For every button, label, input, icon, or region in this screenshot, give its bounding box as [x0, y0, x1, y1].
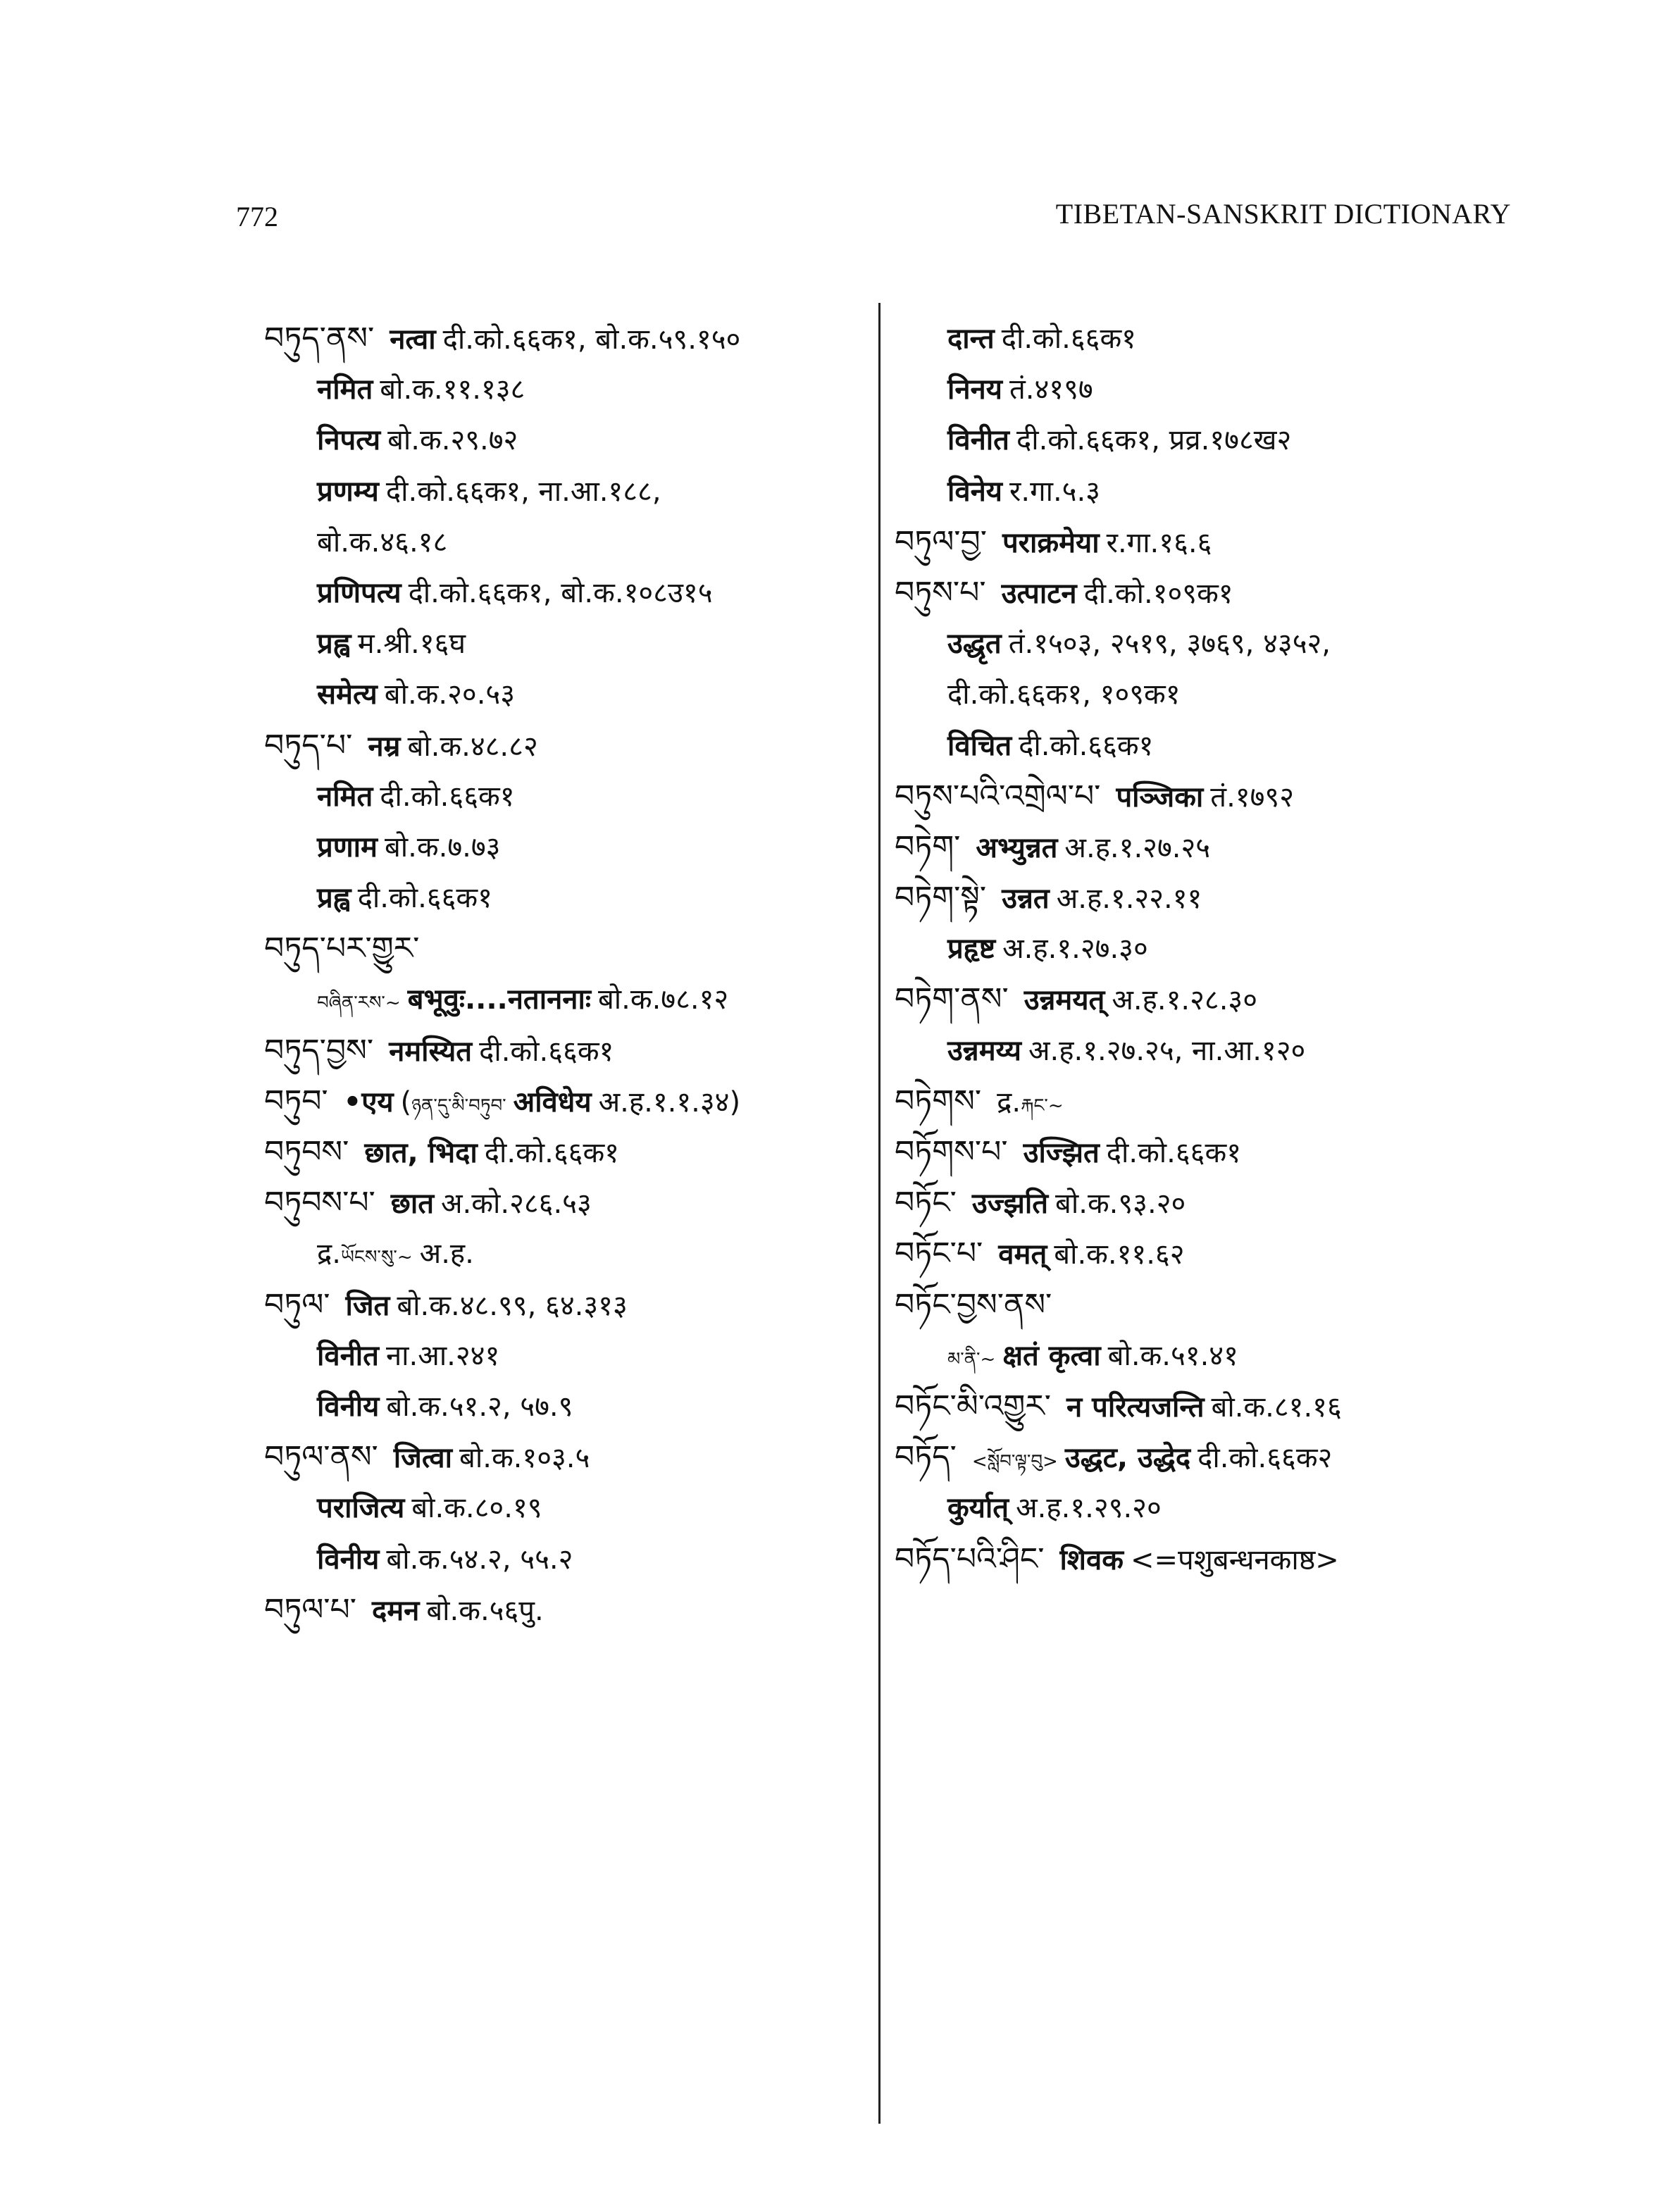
source-reference: बो.क.२०.५३: [384, 678, 516, 711]
sanskrit-equivalent: नमित: [317, 780, 373, 813]
source-reference: बो.क.७.७३: [384, 830, 501, 864]
source-reference: दी.को.६६क१, बो.क.५९.१५०: [442, 323, 741, 356]
sub-entry-line: [264, 1228, 863, 1279]
sub-entry-line: [895, 466, 1529, 517]
tibetan-headword: བཏེག་ནས་: [895, 981, 1009, 1018]
tibetan-headword: བཏུས་པའི་འགྲེལ་པ་: [895, 778, 1101, 814]
tibetan-headword: བཏུད་བྱས་: [264, 1032, 374, 1069]
source-reference: बो.क.७८.१२: [597, 983, 729, 1016]
headword-entry-line: [264, 1127, 863, 1178]
source-reference: <=पशुबन्धनकाष्ठ>: [1130, 1543, 1339, 1576]
source-reference: अ.ह.: [419, 1238, 474, 1271]
source-reference: म.श्री.१६घ: [357, 628, 466, 661]
tibetan-headword: བཏེགས་: [895, 1083, 982, 1119]
headword-entry-line: [895, 1432, 1529, 1483]
source-reference: दी.को.६६क१, ना.आ.१८८,: [385, 475, 661, 508]
sub-entry-line: [264, 364, 863, 415]
source-reference: दी.को.६६क१: [380, 780, 515, 813]
sanskrit-equivalent: दमन: [371, 1594, 420, 1627]
sanskrit-equivalent: विनेय: [947, 475, 1002, 508]
sanskrit-equivalent: उन्नमयत्: [1023, 984, 1105, 1017]
sanskrit-equivalent: शिवक: [1059, 1543, 1124, 1576]
sanskrit-equivalent: छात, भिदा: [364, 1137, 478, 1169]
sanskrit-equivalent: वमत्: [998, 1238, 1047, 1271]
tibetan-headword: བཏུལ་: [264, 1286, 330, 1323]
sub-entry-line: [895, 1026, 1529, 1076]
headword-entry-line: [264, 1178, 863, 1228]
source-reference: अ.ह.१.२७.३०: [1002, 933, 1148, 966]
sanskrit-equivalent: अविधेय: [513, 1085, 592, 1119]
sanskrit-equivalent: नमित: [317, 373, 373, 406]
headword-entry-line: [264, 313, 863, 364]
source-reference: बो.क.५१.२, ५७.९: [386, 1390, 573, 1423]
source-reference: तं.१७९२: [1210, 780, 1294, 814]
sanskrit-equivalent: पञ्जिका: [1116, 780, 1204, 814]
sub-entry-line: [264, 415, 863, 466]
source-reference: अ.को.२८६.५३: [441, 1188, 592, 1221]
sub-entry-line: [895, 364, 1529, 415]
tibetan-headword: བཏུལ་བྱ་: [895, 523, 987, 560]
left-column: [264, 313, 863, 1636]
source-reference: दी.को.६६क१, प्रव्र.१७८ख२: [1016, 424, 1292, 457]
sanskrit-equivalent: न परित्यजन्ति: [1066, 1390, 1205, 1424]
source-reference: द्र.: [317, 1238, 341, 1271]
sanskrit-equivalent: उद्धृत: [947, 628, 1002, 661]
column-divider: [878, 303, 881, 2124]
sanskrit-equivalent: क्षतं कृत्वा: [1002, 1339, 1101, 1372]
sanskrit-equivalent: उज्झित: [1023, 1137, 1100, 1169]
sanskrit-equivalent: प्रहृष्ट: [947, 933, 996, 966]
sanskrit-equivalent: निनय: [947, 373, 1002, 406]
sub-entry-line: [264, 1381, 863, 1432]
sanskrit-equivalent: विचित: [947, 729, 1012, 762]
source-reference: अ.ह.१.२८.३०: [1112, 984, 1258, 1017]
source-reference: अ.ह.१.२२.११: [1056, 883, 1202, 916]
tibetan-note: ཉན་དུ་མི་བཏུབ་: [411, 1095, 506, 1116]
source-reference: बो.क.११.१३८: [380, 373, 525, 406]
source-reference: र.गा.५.३: [1009, 475, 1100, 508]
right-column: [895, 313, 1529, 1585]
sub-entry-line: [264, 974, 863, 1025]
sanskrit-equivalent: अभ्युन्नत: [976, 831, 1058, 864]
sanskrit-equivalent: उन्नमय्य: [947, 1034, 1021, 1067]
headword-entry-line: [895, 568, 1529, 618]
sanskrit-equivalent: प्रणम्य: [317, 475, 379, 508]
sub-entry-line: [264, 1483, 863, 1533]
headword-entry-line: [895, 1534, 1529, 1585]
source-reference: द्र.: [997, 1085, 1021, 1119]
sub-entry-line: [264, 568, 863, 618]
tibetan-headword: བཏུབས་པ་: [264, 1185, 375, 1221]
sanskrit-equivalent: विनीय: [317, 1543, 380, 1576]
source-reference: बो.क.११.६२: [1054, 1238, 1185, 1271]
headword-entry-line: [895, 1127, 1529, 1178]
source-reference: बो.क.१०३.५: [459, 1442, 590, 1475]
sanskrit-equivalent: कुर्यात्: [947, 1492, 1009, 1525]
sanskrit-equivalent: पराजित्य: [317, 1492, 405, 1525]
source-reference: दी.को.६६क१: [1019, 729, 1154, 762]
source-reference: बो.क.५१.४१: [1107, 1339, 1238, 1372]
headword-entry-line: [895, 1280, 1529, 1331]
sanskrit-equivalent: प्रह्व: [317, 628, 351, 661]
headword-entry-line: [895, 1228, 1529, 1279]
headword-entry-line: [264, 1280, 863, 1331]
sanskrit-equivalent: नमस्यित: [389, 1035, 473, 1068]
source-reference: दी.को.६६क१, १०९क१: [947, 678, 1181, 711]
source-reference: दी.को.६६क१: [1001, 323, 1136, 355]
source-reference: बो.क.५६पु.: [426, 1594, 544, 1627]
tibetan-headword: བཏོགས་པ་: [895, 1134, 1008, 1170]
headword-entry-line: [264, 721, 863, 771]
tibetan-headword: བཏོང་བྱས་ནས་: [895, 1286, 1052, 1323]
source-reference: दी.को.६६क१: [479, 1035, 614, 1068]
source-reference: ना.आ.२४१: [385, 1339, 500, 1372]
sub-entry-line: [264, 618, 863, 669]
sanskrit-equivalent: विनीय: [317, 1390, 380, 1423]
source-reference: बो.क.९३.२०: [1055, 1188, 1186, 1221]
tibetan-headword: བཏུབ་: [264, 1083, 328, 1119]
sanskrit-equivalent: प्रणिपत्य: [317, 576, 402, 609]
source-reference: तं.४१९७: [1009, 373, 1093, 406]
sub-entry-line: [895, 618, 1529, 669]
tibetan-phrase: མ་ནི་~: [947, 1348, 996, 1370]
source-reference: दी.को.६६क१, बो.क.१०८उ१५: [408, 576, 713, 609]
sub-entry-line: [895, 313, 1529, 364]
sub-entry-line: [264, 822, 863, 873]
source-reference: तं.१५०३, २५१९, ३७६९, ४३५२,: [1008, 628, 1331, 661]
sanskrit-equivalent: नत्वा: [390, 323, 436, 356]
source-reference: र.गा.१६.६: [1106, 526, 1212, 559]
source-reference: अ.ह.१.२७.२५: [1064, 831, 1211, 864]
tibetan-headword: བཏུལ་ནས་: [264, 1439, 378, 1476]
tibetan-headword: བཏེག་སྟེ་: [895, 880, 987, 916]
headword-entry-line: [264, 1432, 863, 1483]
headword-entry-line: [895, 517, 1529, 568]
sub-entry-line: [264, 517, 863, 568]
sub-entry-line: [264, 1534, 863, 1585]
sanskrit-equivalent: निपत्य: [317, 424, 381, 457]
sanskrit-equivalent: उज्झति: [971, 1188, 1049, 1221]
sub-entry-line: [895, 415, 1529, 466]
headword-entry-line: [895, 1178, 1529, 1228]
tibetan-headword: བཏེག་: [895, 828, 961, 865]
sanskrit-equivalent: प्रह्व: [317, 882, 351, 915]
headword-entry-line: [895, 873, 1529, 923]
sub-entry-line: [895, 721, 1529, 771]
sub-entry-line: [264, 466, 863, 517]
sanskrit-equivalent: जित: [345, 1289, 390, 1322]
tibetan-note: རྐང་~: [1021, 1095, 1064, 1116]
headword-entry-line: [895, 1076, 1529, 1127]
tibetan-headword: བཏུབས་: [264, 1134, 349, 1170]
sub-entry-line: [895, 923, 1529, 974]
tibetan-phrase: བཞིན་རས་~: [317, 992, 401, 1014]
tibetan-headword: བཏོད་: [895, 1439, 957, 1476]
source-reference: बो.क.४६.१८: [317, 525, 448, 559]
sanskrit-equivalent: छात: [390, 1188, 434, 1221]
tibetan-headword: བཏུད་པར་གྱུར་: [264, 930, 420, 967]
sub-entry-line: [264, 669, 863, 720]
source-reference: (: [400, 1085, 412, 1119]
page-number: 772: [236, 201, 278, 232]
source-reference: दी.को.६६क१: [484, 1137, 619, 1169]
source-reference: दी.को.६६क१: [357, 882, 492, 915]
sub-entry-line: [895, 1483, 1529, 1533]
headword-entry-line: [895, 1381, 1529, 1432]
tibetan-headword: བཏུད་ནས་: [264, 320, 375, 356]
sanskrit-equivalent: समेत्य: [317, 678, 378, 711]
sanskrit-equivalent: जित्वा: [393, 1442, 453, 1475]
headword-entry-line: [895, 771, 1529, 822]
sub-entry-line: [895, 1331, 1529, 1381]
headword-entry-line: [264, 1076, 863, 1127]
sub-entry-line: [895, 669, 1529, 720]
sanskrit-equivalent: उत्पाटन: [1001, 577, 1077, 610]
source-reference: अ.ह.१.२७.२५, ना.आ.१२०: [1028, 1034, 1306, 1067]
source-reference: बो.क.५४.२, ५५.२: [386, 1543, 573, 1576]
sanskrit-equivalent: विनीत: [947, 424, 1009, 457]
sanskrit-equivalent: विनीत: [317, 1339, 379, 1372]
sub-entry-line: [264, 771, 863, 822]
headword-entry-line: [895, 822, 1529, 873]
sanskrit-equivalent: •एय: [343, 1085, 394, 1119]
tibetan-note: ཡོངས་སུ་~: [340, 1247, 413, 1269]
source-reference: बो.क.४८.८२: [407, 730, 538, 763]
sanskrit-equivalent: प्रणाम: [317, 830, 378, 864]
tibetan-headword: བཏོང་མི་འགྱུར་: [895, 1388, 1051, 1424]
source-reference: दी.को.६६क१: [1106, 1137, 1241, 1169]
sanskrit-equivalent: नम्र: [368, 730, 401, 763]
tibetan-headword: བཏུལ་པ་: [264, 1591, 356, 1628]
headword-entry-line: [264, 1585, 863, 1636]
sub-entry-line: [264, 1331, 863, 1381]
sanskrit-equivalent: पराक्रमेया: [1002, 526, 1100, 559]
tibetan-headword: བཏོང་པ་: [895, 1235, 983, 1272]
headword-entry-line: [895, 974, 1529, 1025]
sanskrit-equivalent: उद्धट, उद्धेद: [1064, 1442, 1191, 1475]
headword-entry-line: [264, 923, 863, 974]
sanskrit-equivalent: दान्त: [947, 323, 995, 355]
tibetan-note: <སློབ་ལྟ་བུ>: [971, 1451, 1058, 1473]
running-title: TIBETAN-SANSKRIT DICTIONARY: [1055, 198, 1511, 230]
tibetan-headword: བཏོད་པའི་ཤིང་: [895, 1540, 1045, 1577]
source-reference: दी.को.१०९क१: [1083, 577, 1233, 610]
headword-entry-line: [264, 1026, 863, 1076]
sanskrit-equivalent: उन्नत: [1002, 883, 1050, 916]
source-reference: बो.क.८१.१६: [1211, 1390, 1342, 1424]
source-reference: अ.ह.१.१.३४): [598, 1085, 741, 1119]
tibetan-headword: བཏོང་: [895, 1185, 957, 1221]
source-reference: बो.क.८०.१९: [411, 1492, 542, 1525]
source-reference: बो.क.४८.९९, ६४.३१३: [397, 1289, 628, 1322]
sanskrit-equivalent: बभूवुः....नताननाः: [407, 983, 591, 1016]
tibetan-headword: བཏུད་པ་: [264, 727, 353, 764]
source-reference: अ.ह.१.२९.२०: [1016, 1492, 1162, 1525]
source-reference: बो.क.२९.७२: [387, 424, 518, 457]
sub-entry-line: [264, 873, 863, 923]
tibetan-headword: བཏུས་པ་: [895, 574, 986, 611]
source-reference: दी.को.६६क२: [1197, 1442, 1333, 1475]
